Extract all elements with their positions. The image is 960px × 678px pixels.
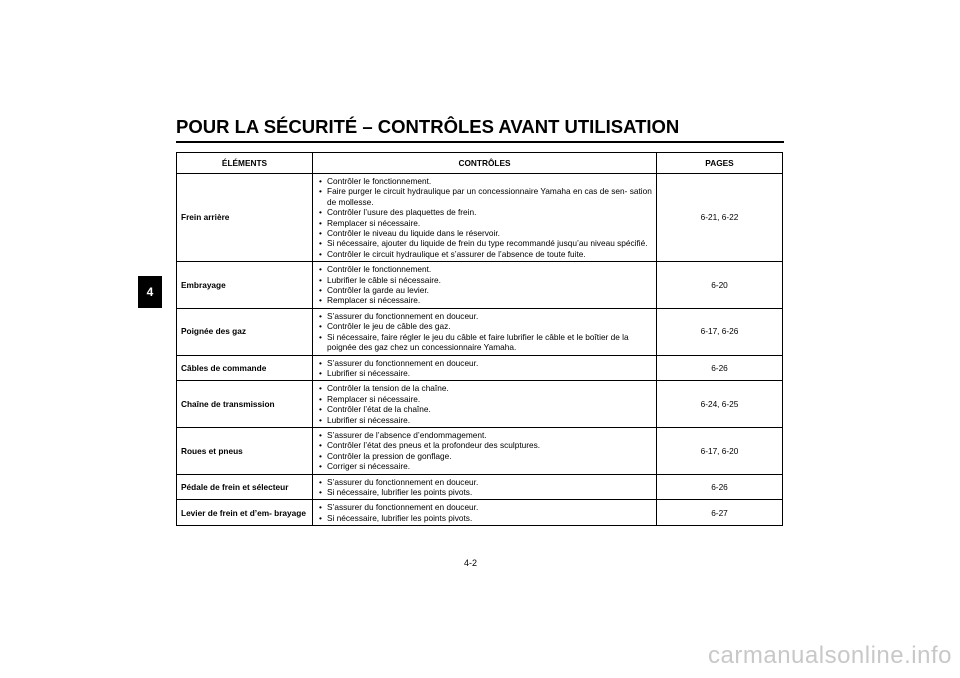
row-pages: 6-17, 6-20 [657, 427, 783, 474]
row-controls [313, 474, 657, 500]
table-row [177, 174, 783, 262]
row-element: Poignée des gaz [177, 308, 313, 355]
row-pages: 6-21, 6-22 [657, 174, 783, 262]
row-controls [313, 355, 657, 381]
list-item: • S’assurer du fonctionnement en douceur. [317, 358, 652, 368]
list-item: • Contrôler la pression de gonflage. [317, 451, 652, 461]
list-item: • Contrôler la garde au levier. [317, 285, 652, 295]
list-item: • Si nécessaire, lubrifier les points pivots. [317, 487, 652, 497]
list-item: • Faire purger le circuit hydraulique par un concessionnaire Yamaha en cas de sen- sation de mollesse. [317, 186, 652, 207]
list-item: • S’assurer de l’absence d’endommagement. [317, 430, 652, 440]
list-item: • Contrôler la tension de la chaîne. [317, 383, 652, 393]
row-controls [313, 262, 657, 309]
list-item: • Remplacer si nécessaire. [317, 394, 652, 404]
row-pages: 6-24, 6-25 [657, 381, 783, 428]
table-row [177, 262, 783, 309]
table-row [177, 474, 783, 500]
chapter-tab: 4 [138, 276, 162, 308]
list-item: • Contrôler le niveau du liquide dans le réservoir. [317, 228, 652, 238]
control-list [317, 430, 652, 472]
watermark: carmanualsonline.info [708, 642, 952, 669]
table-row [177, 500, 783, 526]
list-item: • Contrôler le circuit hydraulique et s’assurer de l’absence de toute fuite. [317, 249, 652, 259]
row-element: Embrayage [177, 262, 313, 309]
control-list [317, 477, 652, 498]
control-list [317, 264, 652, 306]
list-item: • Si nécessaire, lubrifier les points pivots. [317, 513, 652, 523]
list-item: • Contrôler l’état des pneus et la profondeur des sculptures. [317, 440, 652, 450]
list-item: • Corriger si nécessaire. [317, 461, 652, 471]
list-item: • Si nécessaire, ajouter du liquide de frein du type recommandé jusqu’au niveau spécifié. [317, 238, 652, 248]
control-list [317, 383, 652, 425]
row-pages: 6-20 [657, 262, 783, 309]
header-pages: PAGES [657, 153, 783, 174]
row-element: Pédale de frein et sélecteur [177, 474, 313, 500]
control-list [317, 176, 652, 259]
list-item: • Si nécessaire, faire régler le jeu du câble et faire lubrifier le câble et le boîtier de la poignée des gaz chez un concessionnaire Yamaha. [317, 332, 652, 353]
row-controls [313, 427, 657, 474]
list-item: • Lubrifier si nécessaire. [317, 415, 652, 425]
list-item: • Lubrifier si nécessaire. [317, 368, 652, 378]
title-underline [176, 141, 784, 143]
list-item: • Lubrifier le câble si nécessaire. [317, 275, 652, 285]
row-element: Levier de frein et d’em- brayage [177, 500, 313, 526]
row-controls [313, 500, 657, 526]
pre-ride-checks-table [176, 152, 783, 526]
page-title: POUR LA SÉCURITÉ – CONTRÔLES AVANT UTILISATION [176, 116, 680, 137]
row-pages: 6-26 [657, 474, 783, 500]
list-item: • S’assurer du fonctionnement en douceur. [317, 311, 652, 321]
list-item: • Contrôler l’usure des plaquettes de frein. [317, 207, 652, 217]
row-controls [313, 381, 657, 428]
row-pages: 6-17, 6-26 [657, 308, 783, 355]
control-list [317, 358, 652, 379]
control-list [317, 311, 652, 353]
header-elements: ÉLÉMENTS [177, 153, 313, 174]
row-controls [313, 174, 657, 262]
row-pages: 6-27 [657, 500, 783, 526]
row-element: Roues et pneus [177, 427, 313, 474]
header-controls: CONTRÔLES [313, 153, 657, 174]
page-number: 4-2 [464, 558, 478, 568]
row-element: Chaîne de transmission [177, 381, 313, 428]
table-header-row [177, 153, 783, 174]
list-item: • S’assurer du fonctionnement en douceur. [317, 477, 652, 487]
row-element: Frein arrière [177, 174, 313, 262]
list-item: • Contrôler le jeu de câble des gaz. [317, 321, 652, 331]
list-item: • Remplacer si nécessaire. [317, 218, 652, 228]
table-row [177, 381, 783, 428]
table-row [177, 308, 783, 355]
table-row [177, 355, 783, 381]
list-item: • Remplacer si nécessaire. [317, 295, 652, 305]
list-item: • Contrôler le fonctionnement. [317, 176, 652, 186]
row-pages: 6-26 [657, 355, 783, 381]
table-body [177, 174, 783, 526]
list-item: • Contrôler le fonctionnement. [317, 264, 652, 274]
row-controls [313, 308, 657, 355]
row-element: Câbles de commande [177, 355, 313, 381]
control-list [317, 502, 652, 523]
table-row [177, 427, 783, 474]
list-item: • Contrôler l’état de la chaîne. [317, 404, 652, 414]
list-item: • S’assurer du fonctionnement en douceur. [317, 502, 652, 512]
